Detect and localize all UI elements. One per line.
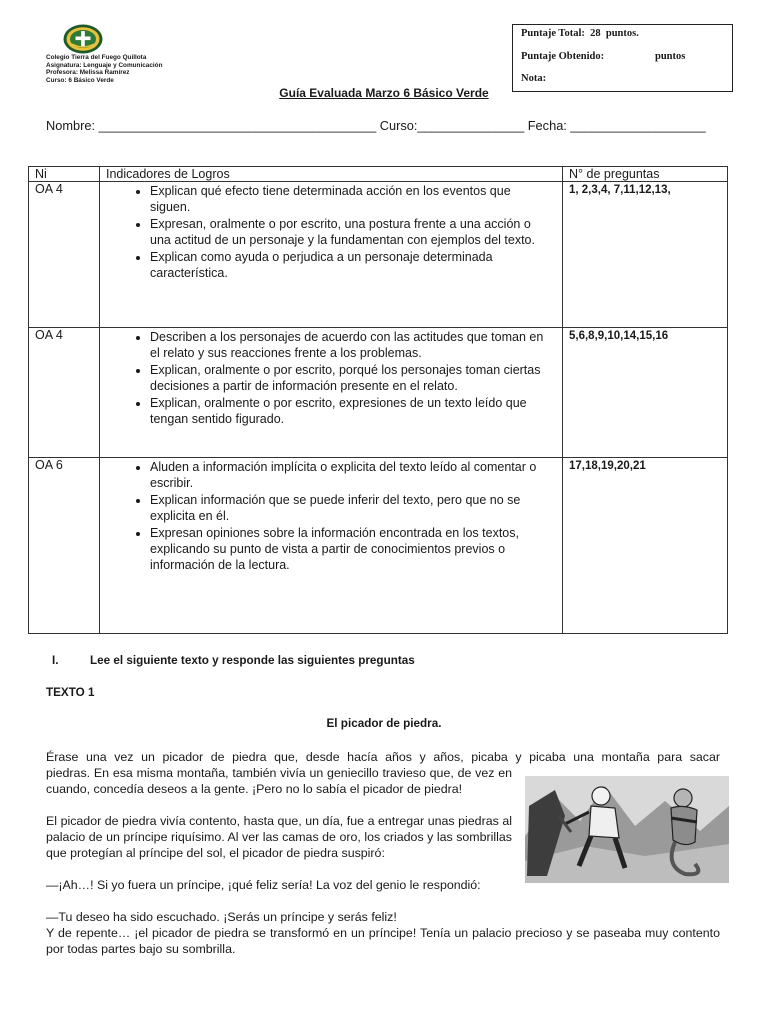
header-indicadores: Indicadores de Logros <box>100 167 563 182</box>
row-oa: OA 6 <box>29 458 100 634</box>
header-preguntas: N° de preguntas <box>563 167 728 182</box>
row-questions: 17,18,19,20,21 <box>563 458 728 634</box>
texto-label: TEXTO 1 <box>46 686 95 699</box>
section-number: I. <box>52 654 59 667</box>
school-info <box>46 54 162 84</box>
school-course: Curso: 6 Básico Verde <box>46 76 114 84</box>
indicator-item: • Expresan opiniones sobre la información encontrada en los textos, explicando su punto de vista a partir de conocimientos previos o información de la lectura. <box>150 525 556 574</box>
table-row <box>29 458 728 634</box>
story-paragraph-1: piedras. En esa misma montaña, también vivía un geniecillo travieso que, de vez en cuando, concedía deseos a la gente. ¡Pero no lo sabía el picador de piedra! <box>46 766 512 797</box>
indicator-item: • Explican, oralmente o por escrito, expresiones de un texto leído que tengan sentido figurado. <box>150 395 556 428</box>
score-obtained-unit: puntos <box>655 51 686 62</box>
indicator-item: • Aluden a información implícita o explicita del texto leído al comentar o escribir. <box>150 459 556 492</box>
table-row <box>29 328 728 458</box>
row-indicators <box>100 328 563 458</box>
story-title: El picador de piedra. <box>326 717 442 730</box>
table-row <box>29 182 728 328</box>
story-paragraph-3: —¡Ah…! Si yo fuera un príncipe, ¡qué feliz sería! La voz del genio le respondió: <box>46 878 481 892</box>
page-title: Guía Evaluada Marzo 6 Básico Verde <box>279 86 489 100</box>
indicator-item: • Explican, oralmente o por escrito, porqué los personajes toman ciertas decisiones a partir de información presente en el relato. <box>150 362 556 395</box>
indicator-item: • Explican como ayuda o perjudica a un personaje determinada característica. <box>150 249 556 282</box>
header-ni: Ni <box>29 167 100 182</box>
score-box <box>512 24 733 92</box>
school-logo <box>63 24 103 54</box>
school-name: Colegio Tierra del Fuego Quillota <box>46 54 147 61</box>
indicator-item: • Explican información que se puede inferir del texto, pero que no se explicita en él. <box>150 492 556 525</box>
row-questions: 5,6,8,9,10,14,15,16 <box>563 328 728 458</box>
indicator-item: • Describen a los personajes de acuerdo con las actitudes que toman en el relato y sus reacciones frente a los problemas. <box>150 329 556 362</box>
row-questions: 1, 2,3,4, 7,11,12,13, <box>563 182 728 328</box>
indicator-item: • Expresan, oralmente o por escrito, una postura frente a una acción o una actitud de un personaje y la fundamentan con ejemplos del texto. <box>150 216 556 249</box>
row-oa: OA 4 <box>29 182 100 328</box>
score-obtained-label: Puntaje Obtenido: <box>521 51 605 62</box>
score-grade-label: Nota: <box>521 73 547 84</box>
story-paragraph-5: Y de repente… ¡el picador de piedra se transformó en un príncipe! Tenía un palacio precioso y se paseaba muy contento por todas partes bajo su sombrilla. <box>46 926 720 957</box>
student-info-line[interactable]: Nombre: _______________________________________ Curso:_______________ Fecha: ___________________ <box>46 118 706 133</box>
row-indicators <box>100 458 563 634</box>
school-teacher: Profesora: Melissa Ramírez <box>46 69 130 77</box>
story-paragraph-2: El picador de piedra vivía contento, hasta que, un día, fue a entregar unas piedras al palacio de un príncipe riquísimo. Al ver las camas de oro, los criados y las sombrillas que protegían al príncipe del sol, el picador de piedra suspiró: <box>46 814 512 861</box>
story-line-1: Érase una vez un picador de piedra que, desde hacía años y años, picaba y picaba una montaña para sacar <box>46 750 720 764</box>
section-instruction: Lee el siguiente texto y responde las siguientes preguntas <box>90 654 415 667</box>
row-oa: OA 4 <box>29 328 100 458</box>
row-indicators <box>100 182 563 328</box>
section-heading <box>52 654 415 667</box>
story-illustration <box>525 776 729 883</box>
table-header-row <box>29 167 728 182</box>
indicators-table <box>28 166 728 634</box>
school-subject: Asignatura: Lenguaje y Comunicación <box>46 61 163 69</box>
score-total: Puntaje Total: 28 puntos. <box>521 28 639 39</box>
indicator-item: • Explican qué efecto tiene determinada acción en los eventos que siguen. <box>150 183 556 216</box>
story-paragraph-4: —Tu deseo ha sido escuchado. ¡Serás un príncipe y serás feliz! <box>46 910 397 924</box>
